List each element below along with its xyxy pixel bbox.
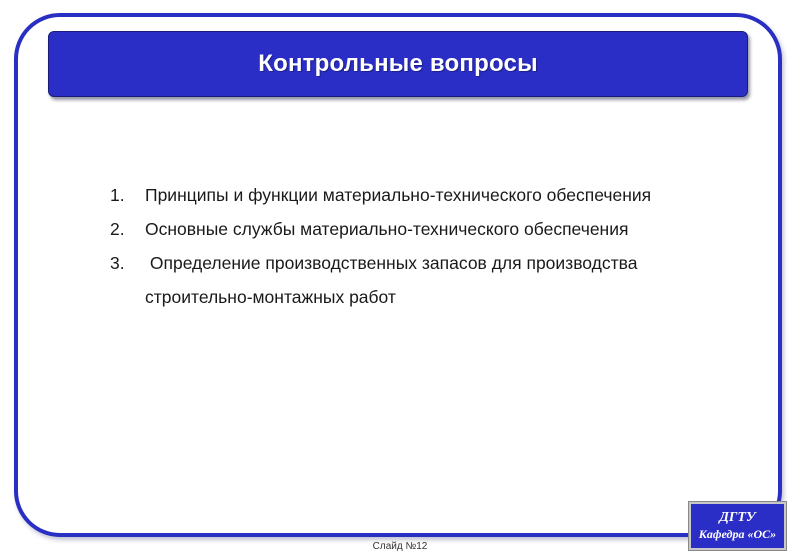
question-text: Принципы и функции материально-технического обеспечения xyxy=(145,185,652,205)
question-text: Основные службы материально-технического обеспечения xyxy=(145,219,629,239)
slide-title: Контрольные вопросы xyxy=(258,50,538,77)
slide-number: Слайд №12 xyxy=(372,541,428,552)
question-number: 2. xyxy=(110,219,125,239)
question-item-3 xyxy=(110,246,670,314)
question-item-1 xyxy=(110,178,670,212)
badge-university: ДГТУ xyxy=(719,510,756,525)
question-text: Определение производственных запасов для производства строительно-монтажных работ xyxy=(145,253,643,307)
questions-list xyxy=(110,178,670,314)
question-number: 1. xyxy=(110,185,125,205)
question-number: 3. xyxy=(110,253,125,273)
question-item-2 xyxy=(110,212,670,246)
title-bar xyxy=(48,31,748,97)
badge-department: Кафедра «ОС» xyxy=(698,527,777,541)
